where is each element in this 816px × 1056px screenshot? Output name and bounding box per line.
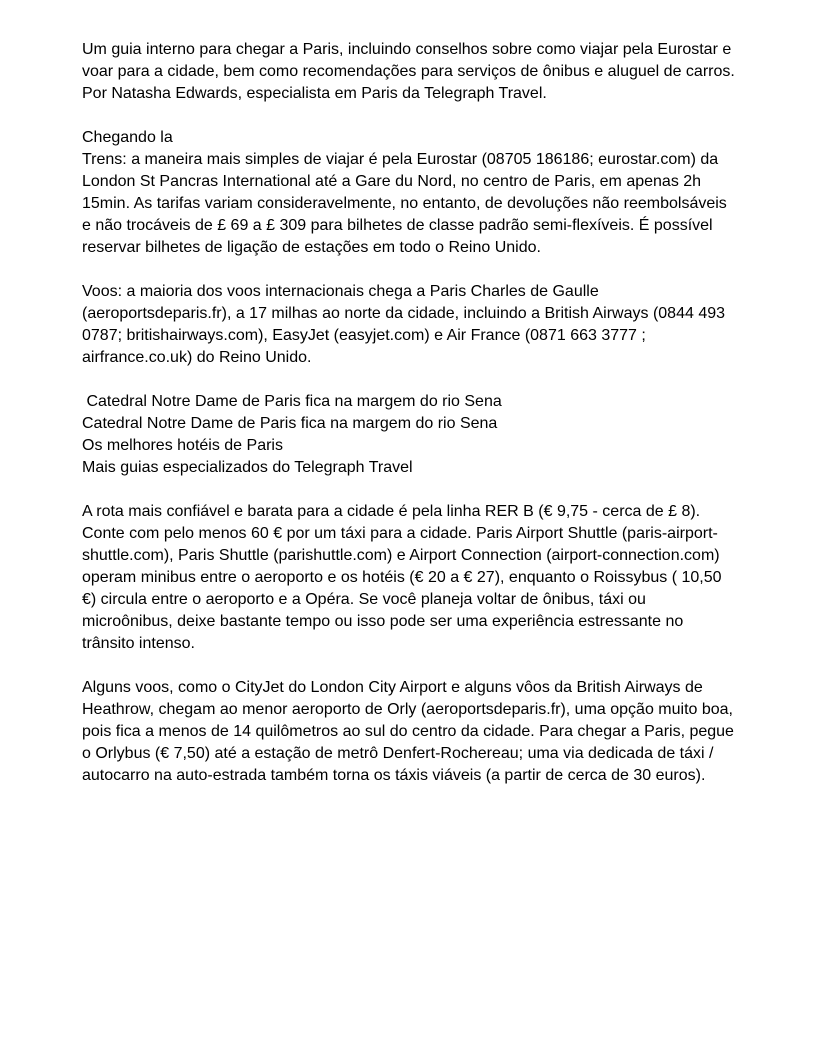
trains-paragraph	[82, 127, 742, 259]
text-line: London St Pancras International até a Gare du Nord, no centro de Paris, em apenas 2h	[82, 173, 702, 190]
text-line: 15min. As tarifas variam consideravelmente, no entanto, de devoluções não reembolsáveis	[82, 195, 727, 212]
text-line: autocarro na auto-estrada também torna os táxis viáveis (a partir de cerca de 30 euros).	[82, 767, 706, 784]
text-line: Voos: a maioria dos voos internacionais chega a Paris Charles de Gaulle	[82, 283, 599, 300]
text-line: Alguns voos, como o CityJet do London City Airport e alguns vôos da British Airways de	[82, 679, 703, 696]
text-line: operam minibus entre o aeroporto e os hotéis (€ 20 a € 27), enquanto o Roissybus ( 10,50	[82, 569, 722, 586]
text-line: A rota mais confiável e barata para a cidade é pela linha RER B (€ 9,75 - cerca de £ 8).	[82, 503, 701, 520]
text-line: o Orlybus (€ 7,50) até a estação de metrô Denfert-Rochereau; uma via dedicada de táxi /	[82, 745, 714, 762]
document-page	[82, 39, 742, 787]
text-line: reservar bilhetes de ligação de estações em todo o Reino Unido.	[82, 239, 541, 256]
text-line: trânsito intenso.	[82, 635, 195, 652]
related-link: Os melhores hotéis de Paris	[82, 437, 283, 454]
text-line: (aeroportsdeparis.fr), a 17 milhas ao norte da cidade, incluindo a British Airways (0844 493	[82, 305, 726, 322]
text-line: €) circula entre o aeroporto e a Opéra. Se você planeja voltar de ônibus, táxi ou	[82, 591, 646, 608]
text-line: shuttle.com), Paris Shuttle (parishuttle.com) e Airport Connection (airport-connection.com)	[82, 547, 720, 564]
orly-paragraph	[82, 677, 742, 787]
text-line: Heathrow, chegam ao menor aeroporto de Orly (aeroportsdeparis.fr), uma opção muito boa,	[82, 701, 733, 718]
rer-paragraph	[82, 501, 742, 655]
spacer	[82, 655, 742, 677]
text-line: pois fica a menos de 14 quilômetros ao sul do centro da cidade. Para chegar a Paris, pegue	[82, 723, 734, 740]
text-line: microônibus, deixe bastante tempo ou isso pode ser uma experiência estressante no	[82, 613, 684, 630]
spacer	[82, 259, 742, 281]
text-line: voar para a cidade, bem como recomendações para serviços de ônibus e aluguel de carros.	[82, 63, 735, 80]
related-link: Catedral Notre Dame de Paris fica na margem do rio Sena	[82, 393, 502, 410]
section-heading: Chegando la	[82, 129, 173, 146]
spacer	[82, 369, 742, 391]
related-link: Catedral Notre Dame de Paris fica na margem do rio Sena	[82, 415, 498, 432]
text-line: 0787; britishairways.com), EasyJet (easyjet.com) e Air France (0871 663 3777 ;	[82, 327, 646, 344]
spacer	[82, 479, 742, 501]
text-line: Por Natasha Edwards, especialista em Paris da Telegraph Travel.	[82, 85, 547, 102]
text-line: Trens: a maneira mais simples de viajar é pela Eurostar (08705 186186; eurostar.com) da	[82, 151, 719, 168]
related-link: Mais guias especializados do Telegraph Travel	[82, 459, 413, 476]
spacer	[82, 105, 742, 127]
related-links	[82, 391, 742, 479]
text-line: e não trocáveis de £ 69 a £ 309 para bilhetes de classe padrão semi-flexíveis. É possível	[82, 217, 713, 234]
flights-paragraph	[82, 281, 742, 369]
text-line: airfrance.co.uk) do Reino Unido.	[82, 349, 312, 366]
text-line: Um guia interno para chegar a Paris, incluindo conselhos sobre como viajar pela Eurostar e	[82, 41, 732, 58]
intro-paragraph	[82, 39, 742, 105]
text-line: Conte com pelo menos 60 € por um táxi para a cidade. Paris Airport Shuttle (paris-airport-	[82, 525, 718, 542]
